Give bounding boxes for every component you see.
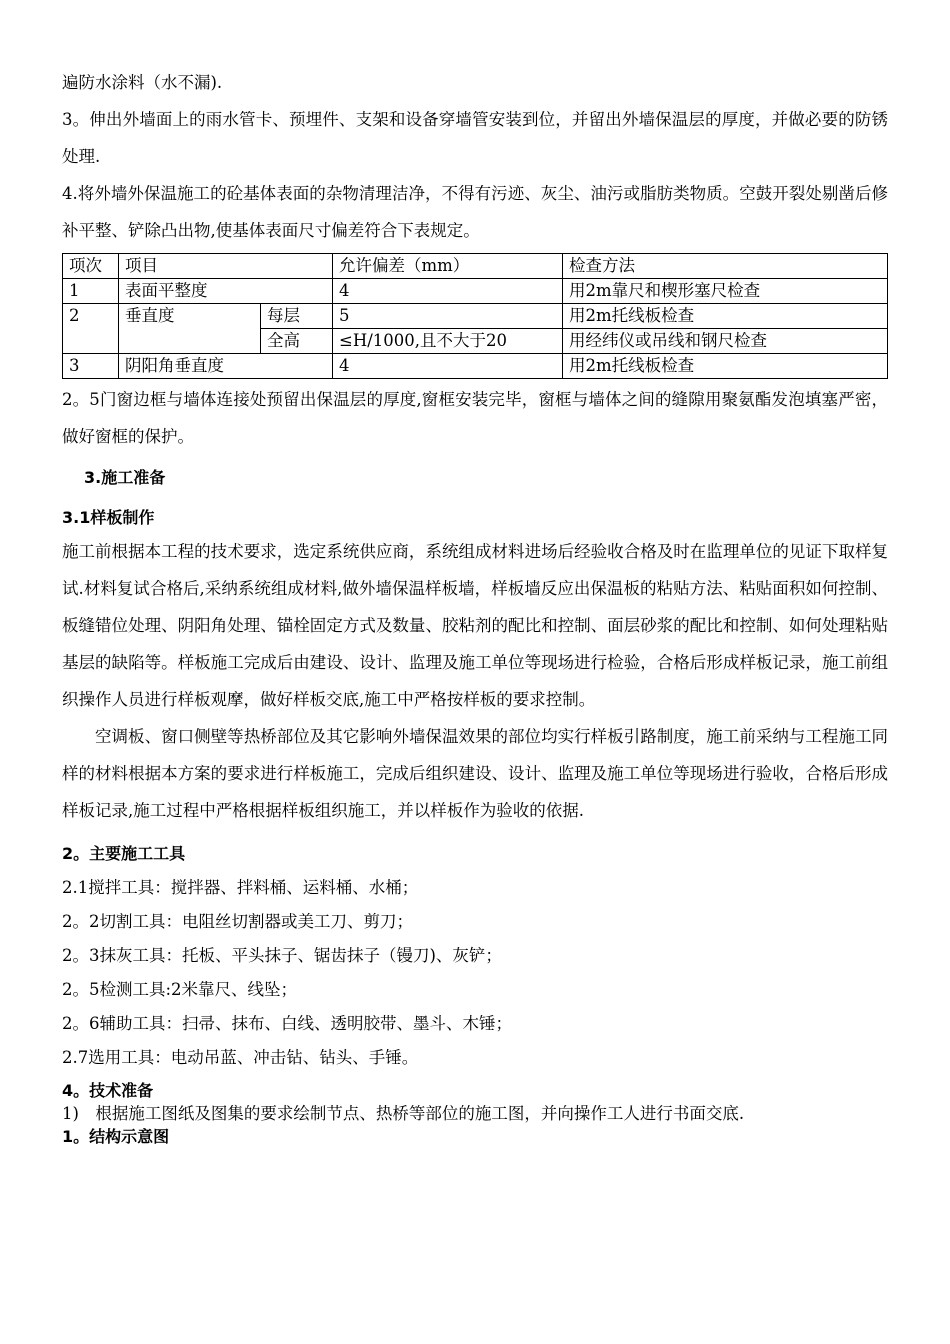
paragraph-sample-making: 施工前根据本工程的技术要求，选定系统供应商，系统组成材料进场后经验收合格及时在监理单位的见证下取样复试.材料复试合格后,采纳系统组成材料,做外墙保温样板墙，样板墙反应出保温板的粘贴方法、粘贴面积如何控制、板缝错位处理、阴阳角处理、锚栓固定方式及数量、胶粘剂的配比和控制、面层砂浆的配比和控制、如何处理粘贴基层的缺陷等。样板施工完成后由建设、设计、监理及施工单位等现场进行检验，合格后形成样板记录，施工前组织操作人员进行样板观摩，做好样板交底,施工中严格按样板的要求控制。 xyxy=(62,542,888,709)
paragraph-drawings: 1) 根据施工图纸及图集的要求绘制节点、热桥等部位的施工图，并向操作工人进行书面交底. xyxy=(62,1104,745,1123)
paragraph-waterproof: 遍防水涂料（水不漏). xyxy=(62,73,223,92)
table-cell: 表面平整度 xyxy=(119,279,333,304)
table-cell: 用2m托线板检查 xyxy=(563,304,888,329)
table-header-cell: 检查方法 xyxy=(563,254,888,279)
table-cell: 3 xyxy=(63,354,119,379)
paragraph-pipes: 3。伸出外墙面上的雨水管卡、预埋件、支架和设备穿墙管安装到位，并留出外墙保温层的厚度，并做必要的防锈处理. xyxy=(62,110,888,166)
section-heading: 3.施工准备 xyxy=(84,468,166,487)
table-row xyxy=(63,304,888,329)
section-heading-tools: 2。主要施工工具 xyxy=(62,844,186,863)
table-header-cell: 项次 xyxy=(63,254,119,279)
section-heading-structure: 1。结构示意图 xyxy=(62,1127,170,1146)
table-cell: 2 xyxy=(63,304,119,354)
paragraph-window-frame: 2。5门窗边框与墙体连接处预留出保温层的厚度,窗框安装完毕，窗框与墙体之间的缝隙用聚氨酯发泡填塞严密，做好窗框的保护。 xyxy=(62,390,888,446)
table-header-row xyxy=(63,254,888,279)
table-cell: 用2m托线板检查 xyxy=(563,354,888,379)
table-row xyxy=(63,354,888,379)
table-cell: 4 xyxy=(333,354,563,379)
tolerance-table xyxy=(62,253,888,379)
table-cell: 4 xyxy=(333,279,563,304)
table-cell: 用经纬仪或吊线和钢尺检查 xyxy=(563,329,888,354)
subsection-heading: 3.1样板制作 xyxy=(62,508,155,527)
table-header-cell: 允许偏差（mm） xyxy=(333,254,563,279)
table-row xyxy=(63,279,888,304)
table-cell: 每层 xyxy=(261,304,333,329)
list-item: 2。2切割工具：电阻丝切割器或美工刀、剪刀； xyxy=(62,912,413,931)
table-cell: 1 xyxy=(63,279,119,304)
list-item: 2。5检测工具:2米靠尺、线坠； xyxy=(62,980,298,999)
paragraph-thermal-bridge: 空调板、窗口侧壁等热桥部位及其它影响外墙保温效果的部位均实行样板引路制度，施工前采纳与工程施工同样的材料根据本方案的要求进行样板施工，完成后组织建设、设计、监理及施工单位等现场进行验收，合格后形成样板记录,施工过程中严格根据样板组织施工，并以样板作为验收的依据. xyxy=(62,727,888,820)
table-cell: 阴阳角垂直度 xyxy=(119,354,333,379)
document-page xyxy=(62,64,888,1148)
tools-list xyxy=(62,871,888,1075)
list-item: 2.7选用工具：电动吊蓝、冲击钻、钻头、手锤。 xyxy=(62,1048,419,1067)
table-cell: 用2m靠尺和楔形塞尺检查 xyxy=(563,279,888,304)
table-cell: 5 xyxy=(333,304,563,329)
list-item: 2。6辅助工具：扫帚、抹布、白线、透明胶带、墨斗、木锤； xyxy=(62,1014,512,1033)
paragraph-substrate: 4.将外墙外保温施工的砼基体表面的杂物清理洁净，不得有污迹、灰尘、油污或脂肪类物质。空鼓开裂处剔凿后修补平整、铲除凸出物,使基体表面尺寸偏差符合下表规定。 xyxy=(62,184,888,240)
table-cell: 全高 xyxy=(261,329,333,354)
table-cell: ≤H/1000,且不大于20 xyxy=(333,329,563,354)
section-heading-tech: 4。技术准备 xyxy=(62,1081,154,1100)
list-item: 2.1搅拌工具：搅拌器、拌料桶、运料桶、水桶； xyxy=(62,878,419,897)
list-item: 2。3抹灰工具：托板、平头抹子、锯齿抹子（镘刀)、灰铲； xyxy=(62,946,502,965)
table-cell: 垂直度 xyxy=(119,304,261,354)
table-header-cell: 项目 xyxy=(119,254,333,279)
